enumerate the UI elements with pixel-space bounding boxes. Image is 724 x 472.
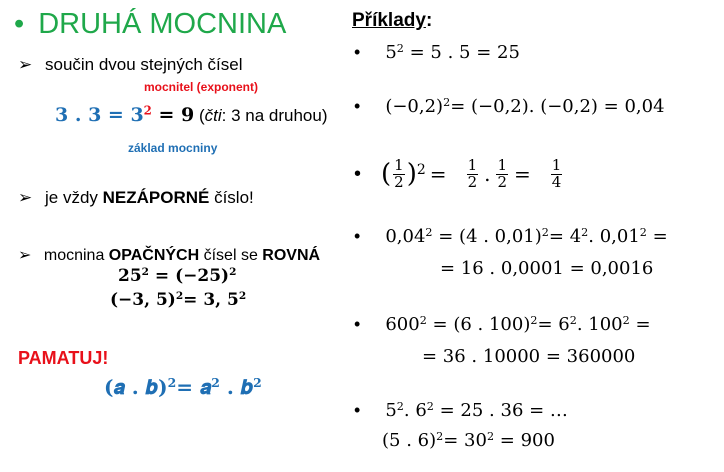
ex6-exp: 2 [396,399,404,413]
ex2-b: = (−0,2). (−0,2) = 0,04 [450,96,665,117]
opposite-eq-2 [110,290,246,310]
ex6-line2-exp: 2 [436,429,444,443]
item2-pre: je vždy [44,188,103,207]
opp-eq2-exp2: 2 [238,290,247,303]
rule-exp2: 2 [211,375,220,391]
ex3-open: ( [381,159,392,189]
opp-eq2-b: = 3, 5 [183,290,239,310]
ex4-exp4: 2 [639,225,647,239]
arrow-bullet-icon: ➢ [18,188,33,208]
bullet: • [354,42,361,62]
item3-pre: mocnina [43,247,109,264]
ex5-d: . 100 [576,314,623,335]
ex3-eq1: = [429,162,447,186]
ex5-exp2: 2 [530,313,538,327]
bullet: • [354,96,361,116]
ex1-exp: 2 [396,41,404,55]
ex4-a: 0,04 [385,226,426,247]
ex1-b: = 5 . 5 = 25 [403,42,520,63]
ex6-line2-a: (5 . 6) [382,430,437,451]
item2-post: číslo! [209,188,254,207]
ex5-b: = (6 . 100) [426,314,531,335]
ex4-exp3: 2 [581,225,589,239]
opposite-eq-1 [118,266,236,286]
ex5-c: = 6 [537,314,570,335]
list-item-nonnegative [18,188,254,208]
ex3-frac-b: $\frac{1}{2}$ [497,155,508,191]
ex5-a: 600 [385,314,420,335]
opp-eq2-a: (−3, 5) [110,290,176,310]
ex1-a: 5 [385,42,397,63]
ex3-frac-a: $\frac{1}{2}$ [467,155,478,191]
rule-a: (𝒂 . 𝒃) [104,375,168,399]
ex6-b: . 6 [403,400,427,421]
main-eq-note-pre: ( [194,106,205,125]
rule-exp: 2 [167,375,177,391]
ex4-d: . 0,01 [588,226,640,247]
list-item-opposite [18,245,320,265]
bullet: • [354,162,362,185]
opp-eq1-exp: 2 [141,266,149,279]
item-text: součin dvou stejných čísel [44,55,243,74]
rule-b: = 𝒂 [176,375,212,399]
ex3-exp: 2 [416,161,426,178]
item3-bold1: OPAČNÝCH [108,247,200,264]
example-4 [354,226,668,247]
ex6-line2-c: = 900 [494,430,555,451]
item3-mid: čísel se [199,247,263,264]
ex4-exp: 2 [425,225,433,239]
ex6-line2-b: = 30 [443,430,487,451]
opp-eq2-exp: 2 [175,290,184,303]
example-5 [354,314,651,335]
ex5-exp4: 2 [622,313,630,327]
main-equation [55,104,327,127]
list-item-product [18,55,242,75]
remember-label: PAMATUJ! [18,348,109,368]
heading-colon: : [425,10,433,31]
ex4-c: = 4 [548,226,582,247]
rule-exp3: 2 [253,375,262,391]
bullet: • [354,226,361,246]
ex4-exp2: 2 [541,225,549,239]
main-eq-exp: 2 [143,103,152,118]
opp-eq1-exp2: 2 [229,266,237,279]
examples-heading [352,10,432,32]
item2-bold: NEZÁPORNÉ [102,188,210,207]
ex6-a: 5 [385,400,397,421]
bullet: • [354,314,361,334]
example-4-line-2: = 16 . 0,0001 = 0,0016 [440,258,654,279]
main-eq-note-post: : 3 na druhou) [221,106,328,125]
ex3-close: ) [406,159,417,189]
ex3-eq2: = [514,162,531,186]
ex2-a: (−0,2) [385,96,444,117]
opp-eq1-b: = (−25) [149,266,230,286]
ex3-result: $\frac{1}{4}$ [551,155,562,191]
arrow-bullet-icon: ➢ [18,55,33,75]
heading-text: Příklady [352,10,426,31]
ex3-dot: . [484,162,491,186]
opp-eq1-a: 25 [118,266,142,286]
example-6-line-2 [382,430,555,451]
exponent-label: mocnitel (exponent) [144,80,259,94]
example-6 [354,400,568,421]
arrow-bullet-icon: ➢ [18,245,32,264]
ex2-exp: 2 [443,95,451,109]
example-3 [354,152,564,196]
ex4-b: = (4 . 0,01) [432,226,542,247]
main-eq-right: = 9 [151,104,195,126]
page-title: DRUHÁ MOCNINA [38,8,287,40]
example-5-line-2: = 36 . 10000 = 360000 [422,346,636,367]
title-bullet: • [14,8,25,40]
product-rule [104,375,262,399]
ex5-exp3: 2 [569,313,577,327]
main-eq-base: 3 [130,104,144,126]
ex5-e: = [629,314,651,335]
ex6-line2-exp2: 2 [486,429,495,443]
main-eq-note-italic: čti [204,106,222,125]
example-1 [354,42,520,63]
ex3-fraction: $\frac{1}{2}$ [394,155,404,191]
bullet: • [354,400,361,420]
item3-bold2: ROVNÁ [262,247,321,264]
ex6-exp2: 2 [426,399,434,413]
main-eq-left: 3 . 3 = [55,104,131,126]
rule-c: . 𝒃 [219,375,254,399]
base-label: základ mocniny [128,141,218,155]
example-2 [354,96,665,117]
ex5-exp: 2 [419,313,427,327]
ex4-e: = [646,226,668,247]
ex6-c: = 25 . 36 = … [433,400,568,421]
title-row [14,8,286,41]
